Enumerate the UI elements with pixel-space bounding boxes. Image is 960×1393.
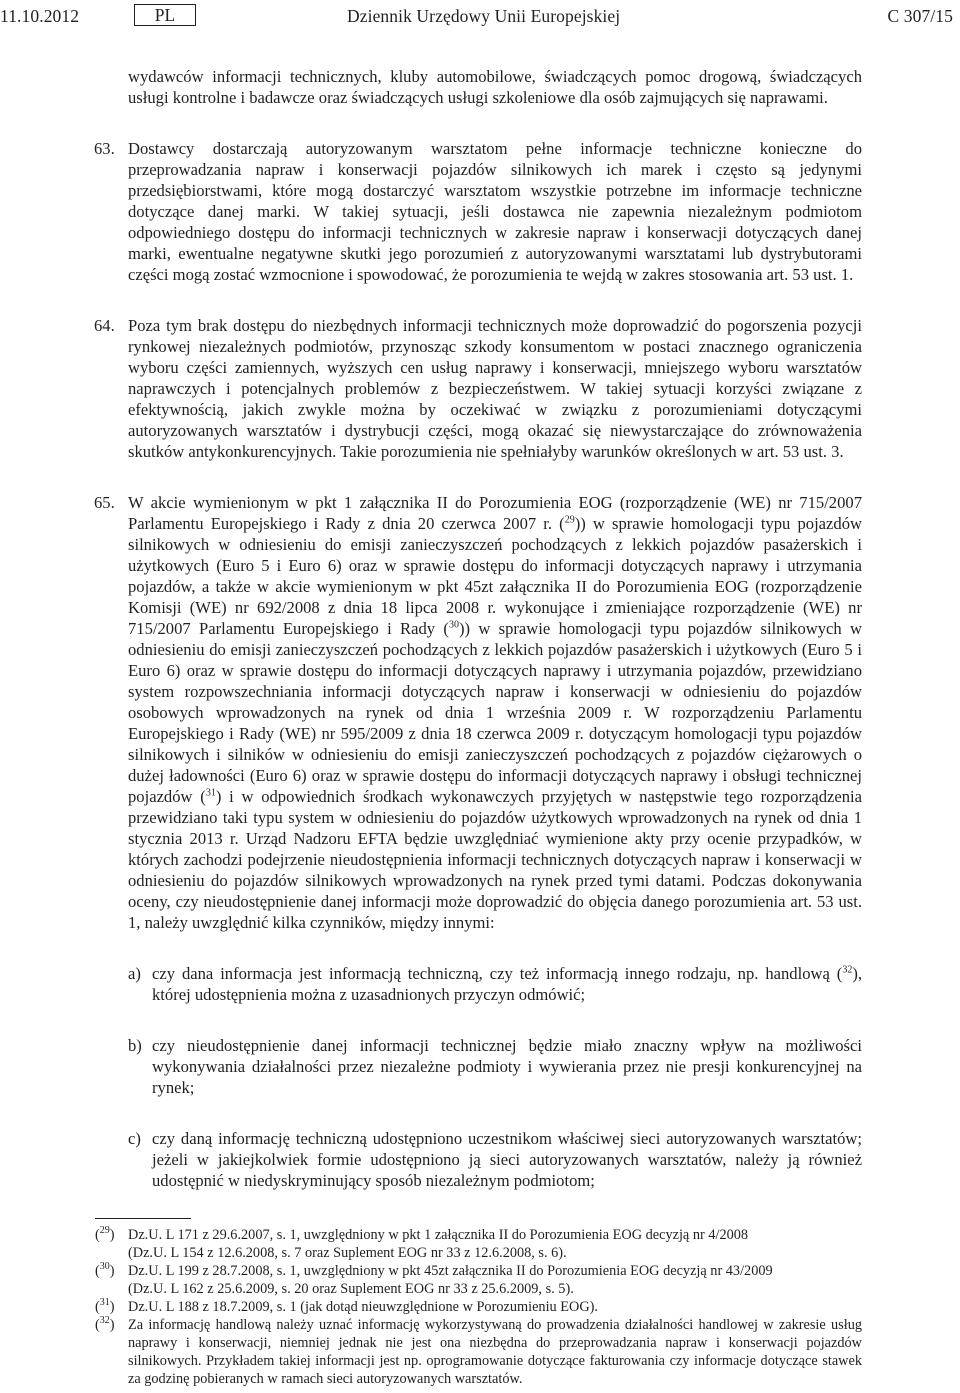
footnote-paren: ( xyxy=(95,1299,100,1315)
footnote-line: Za informację handlową należy uznać informację wykorzystywaną do prowadzenia działalności handlowej w zakresie usług naprawy i konserwacji, niemniej jednak nie jest ona niezbędna do przeprowadzania napraw i konserwacji pojazdów silnikowych. Przykładem takiej informacji jest np. oprogramowanie dotyczące fakturowania czy informacje dotyczące stawek za godzinę pobieranych w ramach sieci autoryzowanych warsztatów. xyxy=(128,1317,862,1387)
footnote-number-value: 32 xyxy=(99,1315,110,1327)
footnote-number xyxy=(95,1262,115,1280)
footnote-number xyxy=(95,1226,115,1244)
list-item xyxy=(128,963,862,1005)
footnote-line: (Dz.U. L 154 z 12.6.2008, s. 7 oraz Suplement EOG nr 33 z 12.6.2008, s. 6). xyxy=(128,1245,567,1261)
list-item-text: czy daną informację techniczną udostępniono uczestnikom właściwej sieci autoryzowanych warsztatów; jeżeli w jakiejkolwiek formie udostępniono ją sieci autoryzowanych warsztatów, należy ją również udostępnić w niedyskryminujący sposób niezależnym podmiotom; xyxy=(152,1129,862,1190)
text-run: )) w sprawie homologacji typu pojazdów silnikowych w odniesieniu do emisji zanieczyszczeń pochodzących z lekkich pojazdów pasażerskich i użytkowych (Euro 5 i Euro 6) oraz w sprawie dostępu do informacji dotyczących naprawy i utrzymania pojazdów, przewidziano system rozpowszechniania informacji dotyczących napraw i konserwacji w odniesieniu do pojazdów osobowych wprowadzonych na rynek od dnia 1 września 2009 r. W rozporządzeniu Parlamentu Europejskiego i Rady (WE) nr 595/2009 z dnia 18 czerwca 2009 r. dotyczącym homologacji typu pojazdów silnikowych i silników w odniesieniu do emisji zanieczyszczeń pochodzących z pojazdów ciężarowych o dużej ładowności (Euro 6) oraz w sprawie dostępu do informacji dotyczących naprawy i obsługi technicznej pojazdów ( xyxy=(128,619,862,806)
text-run: )) w sprawie homologacji typu pojazdów silnikowych w odniesieniu do emisji zanieczyszczeń pochodzących z lekkich pojazdów pasażerskich i użytkowych (Euro 5 i Euro 6) oraz w sprawie dostępu do informacji dotyczących naprawy i utrzymania pojazdów, a także w akcie wymienionym w pkt 45zt załącznika II do Porozumienia EOG (rozporządzenie Komisji (WE) nr 692/2008 z dnia 18 lipca 2008 r. wykonujące i zmieniające rozporządzenie (WE) nr 715/2007 Parlamentu Europejskiego i Rady ( xyxy=(128,514,862,638)
publication-date: 11.10.2012 xyxy=(0,6,80,26)
footnote-number-value: 30 xyxy=(99,1261,110,1273)
intro-text: wydawców informacji technicznych, kluby automobilowe, świadczących pomoc drogową, świadczących usługi kontrolne i badawcze oraz świadczących usługi szkoleniowe dla osób zajmujących się naprawami. xyxy=(128,67,862,107)
footnote-paren: ( xyxy=(95,1227,100,1243)
footnote-paren: ) xyxy=(109,1317,115,1333)
footnote xyxy=(95,1298,862,1316)
text-run: czy dana informacja jest informacją techniczną, czy też informacją innego rodzaju, np. handlową ( xyxy=(152,964,843,983)
criteria-list xyxy=(128,963,862,1191)
list-item-text: czy nieudostępnienie danej informacji technicznej będzie miało znaczny wpływ na możliwości wykonywania działalności przez niezależne podmioty i wywierania przez nie presji konkurencyjnej na rynek; xyxy=(152,1036,862,1097)
footnote xyxy=(95,1262,862,1298)
language-badge: PL xyxy=(134,4,196,26)
paragraph-number: 63. xyxy=(94,139,115,158)
paragraph-number: 65. xyxy=(94,493,115,512)
footnote-number xyxy=(95,1298,115,1316)
footnote-ref[interactable]: 32 xyxy=(842,964,853,976)
text-run: W akcie wymienionym w pkt 1 załącznika II do Porozumienia EOG (rozporządzenie (WE) nr 715/2007 Parlamentu Europejskiego i Rady z dnia 20 czerwca 2007 r. ( xyxy=(128,493,862,533)
list-item xyxy=(128,1128,862,1191)
footnote-divider xyxy=(95,1218,191,1219)
footnote-line: Dz.U. L 171 z 29.6.2007, s. 1, uwzględniony w pkt 1 załącznika II do Porozumienia EOG decyzją nr 4/2008 xyxy=(128,1227,749,1243)
paragraph-65 xyxy=(94,492,862,933)
paragraph-text xyxy=(128,492,862,933)
text-run: ), której udostępnienia można z uzasadnionych przyczyn odmówić; xyxy=(152,964,862,1004)
page-reference: C 307/15 xyxy=(887,6,953,26)
paragraph-text: Poza tym brak dostępu do niezbędnych informacji technicznych może doprowadzić do pogorszenia pozycji rynkowej niezależnych podmiotów, przynosząc szkody konsumentom w postaci znacznego ograniczenia wyboru części zamiennych, wyższych cen usług naprawy i konserwacji, mniejszego wyboru warsztatów naprawczych i potencjalnych problemów z bezpieczeństwem. W takiej sytuacji korzyści związane z efektywnością, jakich zwykle można by oczekiwać w związku z porozumieniami dotyczącymi autoryzowanych warsztatów i dystrybucji części, mogą okazać się niewystarczające do zrównoważenia skutków antykonkurencyjnych. Takie porozumienia nie spełniałyby warunków określonych w art. 53 ust. 3. xyxy=(128,316,862,461)
footnote-line: Dz.U. L 188 z 18.7.2009, s. 1 (jak dotąd nieuwzględnione w Porozumieniu EOG). xyxy=(128,1299,598,1315)
document-body xyxy=(94,66,862,1221)
footnote-ref[interactable]: 30 xyxy=(448,619,459,631)
list-item xyxy=(128,1035,862,1098)
paragraph-text: Dostawcy dostarczają autoryzowanym warsztatom pełne informacje techniczne konieczne do przeprowadzania napraw i konserwacji pojazdów silnikowych ich marek i często są jedynymi przedsiębiorstwami, które mogą dostarczyć warsztatom wszystkie potrzebne im informacje techniczne dotyczące danej marki. W takiej sytuacji, jeśli dostawca nie zapewnia niezależnym podmiotom odpowiedniego dostępu do informacji technicznych w zakresie napraw i konserwacji dotyczących danej marki, ewentualne negatywne skutki jego porozumień z autoryzowanymi warsztatami lub dystrybutorami części mogą zostać wzmocnione i spowodować, że porozumienia te wejdą w zakres stosowania art. 53 ust. 1. xyxy=(128,139,862,284)
footnote-ref[interactable]: 29 xyxy=(564,514,575,526)
footnote-paren: ) xyxy=(109,1263,115,1279)
footnote xyxy=(95,1226,862,1262)
footnote-number-value: 29 xyxy=(99,1225,110,1237)
footnote-paren: ) xyxy=(109,1227,115,1243)
footnote-number xyxy=(95,1316,115,1334)
journal-title: Dziennik Urzędowy Unii Europejskiej xyxy=(347,6,621,26)
paragraph-64 xyxy=(94,315,862,462)
footnote-paren: ( xyxy=(95,1263,100,1279)
footnote xyxy=(95,1316,862,1388)
intro-paragraph xyxy=(128,66,862,108)
list-item-label: c) xyxy=(128,1129,141,1148)
footnote-line: (Dz.U. L 162 z 25.6.2009, s. 20 oraz Suplement EOG nr 33 z 25.6.2009, s. 5). xyxy=(128,1281,574,1297)
footnote-line: Dz.U. L 199 z 28.7.2008, s. 1, uwzględniony w pkt 45zt załącznika II do Porozumienia EOG decyzją nr 43/2009 xyxy=(128,1263,773,1279)
footnote-number-value: 31 xyxy=(99,1297,110,1309)
footnote-ref[interactable]: 31 xyxy=(205,787,216,799)
paragraph-number: 64. xyxy=(94,316,115,335)
list-item-label: a) xyxy=(128,964,141,983)
text-run: ) i w odpowiednich środkach wykonawczych przyjętych w następstwie tego rozporządzenia przewidziano taki typu system w odniesieniu do pojazdów użytkowych wprowadzonych na rynek od dnia 1 stycznia 2013 r. Urząd Nadzoru EFTA będzie uwzględniać wymienione akty przy ocenie przypadków, w których zachodzi podejrzenie nieudostępnienia informacji technicznych dotyczących napraw i konserwacji w odniesieniu do pojazdów silnikowych wprowadzonych na rynek przed tymi datami. Podczas dokonywania oceny, czy nieudostępnienie danej informacji może doprowadzić do objęcia danego porozumienia art. 53 ust. 1, należy uwzględnić kilka czynników, między innymi: xyxy=(128,787,862,932)
paragraph-63 xyxy=(94,138,862,285)
footnote-paren: ) xyxy=(109,1299,115,1315)
list-item-label: b) xyxy=(128,1036,142,1055)
footnote-paren: ( xyxy=(95,1317,100,1333)
page-header xyxy=(0,4,960,30)
footnotes xyxy=(95,1226,862,1388)
